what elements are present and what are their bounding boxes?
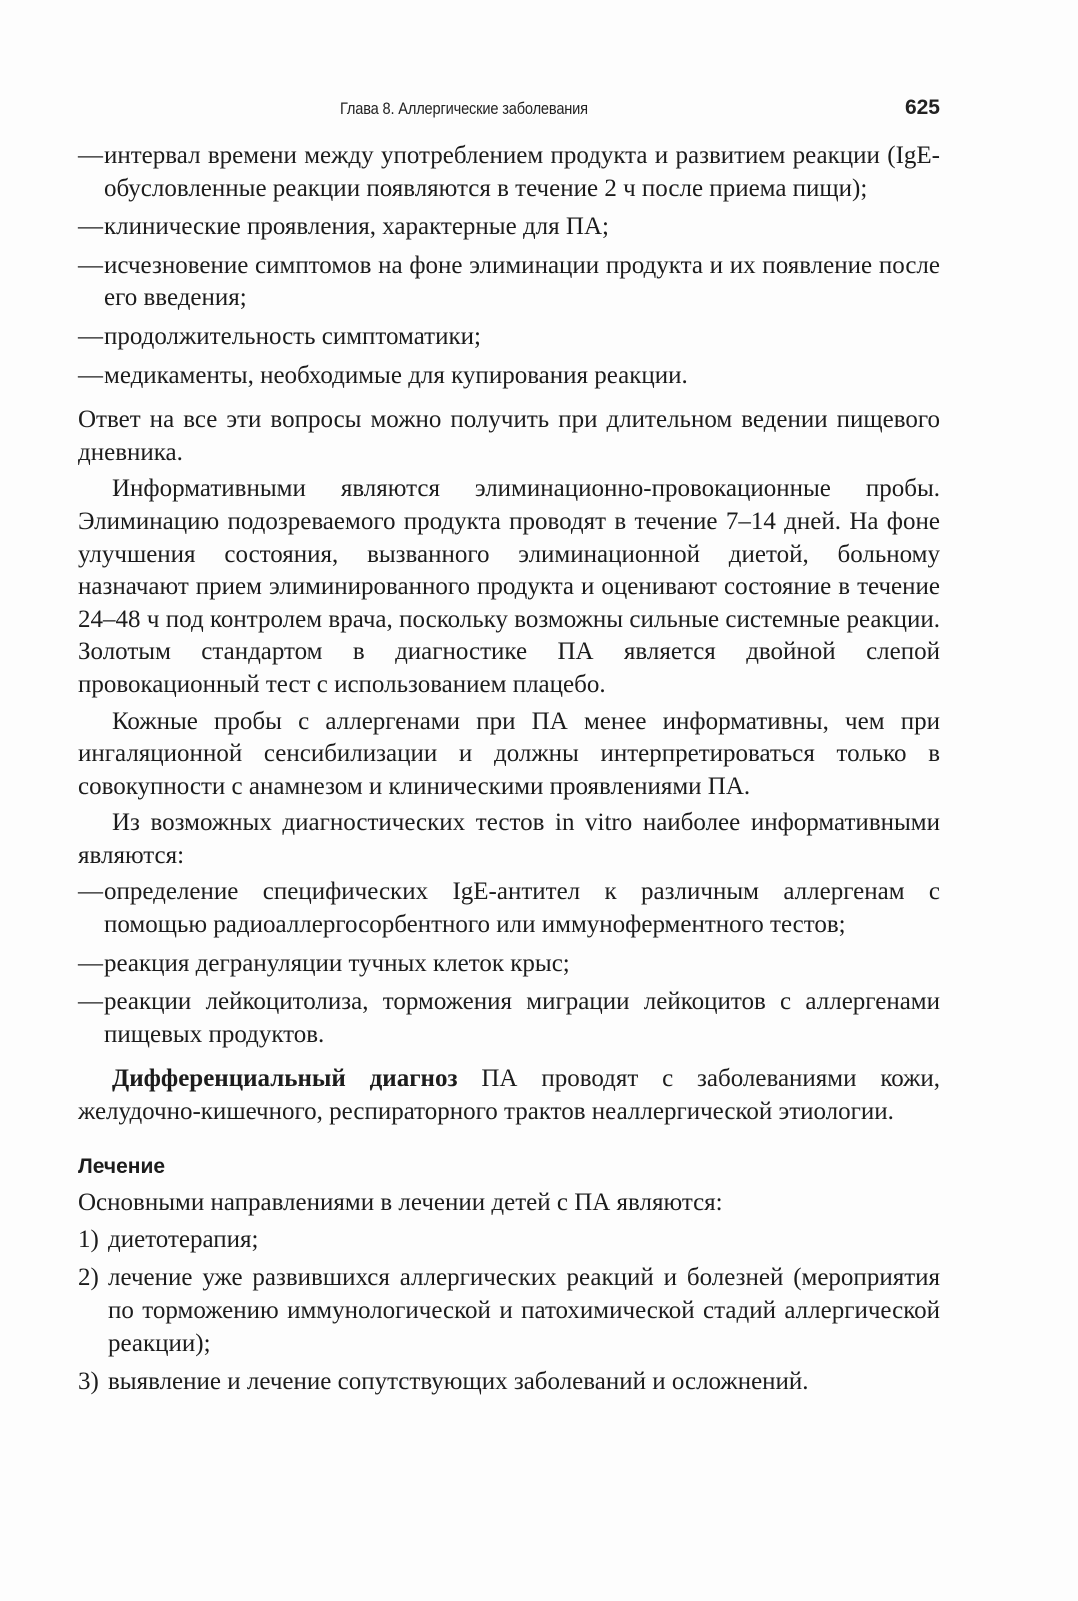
paragraph-treatment-intro: Основными направлениями в лечении детей с ПА являются:: [78, 1189, 723, 1217]
paragraph-food-diary: Ответ на все эти вопросы можно получить при длительном ведении пищевого дневника.: [78, 406, 940, 466]
treatment-list: [78, 1224, 940, 1399]
dash-marker: —: [78, 322, 103, 350]
number-marker: 3): [78, 1368, 99, 1396]
running-header: [78, 96, 940, 130]
numbered-item-text: выявление и лечение сопутствующих заболеваний и осложнений.: [108, 1368, 809, 1396]
list-item: [78, 948, 940, 981]
list-item-text: исчезновение симптомов на фоне элиминации продукта и их появление после его введения;: [104, 251, 940, 312]
paragraph-skin-tests: Кожные пробы с аллергенами при ПА менее информативны, чем при ингаляционной сенсибилизации и должны интерпретироваться только в совокупности с анамнезом и клиническими проявлениями ПА.: [78, 707, 940, 800]
book-page: [78, 96, 940, 1411]
list-item-text: интервал времени между употреблением продукта и развитием реакции (IgE-обусловленные реакции появляются в течение 2 ч после приема пищи);: [104, 142, 940, 202]
list-item: [78, 360, 940, 393]
list-item: [78, 211, 940, 244]
dash-marker: —: [78, 142, 103, 169]
page-number: 625: [904, 96, 940, 119]
dash-marker: —: [78, 949, 103, 977]
list-item-text: реакции лейкоцитолиза, торможения миграции лейкоцитов с аллергенами пищевых продуктов.: [104, 988, 940, 1048]
list-item-text: реакция дегрануляции тучных клеток крыс;: [104, 949, 570, 977]
section-heading-treatment: Лечение: [78, 1154, 166, 1178]
number-marker: 2): [78, 1264, 99, 1292]
list-item: [78, 250, 940, 315]
dash-marker: —: [78, 878, 103, 906]
numbered-item: [78, 1366, 940, 1399]
list-item-text: определение специфических IgE-антител к различным аллергенам с помощью радиоаллергосорбентного или иммуноферментного тестов;: [104, 878, 940, 939]
criteria-list: [78, 140, 940, 392]
paragraph-in-vitro-intro: Из возможных диагностических тестов in vitro наиболее информативными являются:: [78, 809, 940, 869]
paragraph-provocation-tests: Информативными являются элиминационно-провокационные пробы. Элиминацию подозреваемого продукта проводят в течение 7–14 дней. На фоне улучшения состояния, вызванного элиминационной диетой, больному назначают прием элиминированного продукта и оценивают состояние в течение 24–48 ч под контролем врача, поскольку возможны сильные системные реакции. Золотым стандартом в диагностике ПА является двойной слепой провокационный тест с использованием плацебо.: [78, 475, 940, 698]
numbered-item-text: диетотерапия;: [108, 1225, 259, 1253]
list-item: [78, 986, 940, 1051]
dash-marker: —: [78, 213, 103, 241]
paragraph-differential-diagnosis: [78, 1063, 940, 1128]
dash-marker: —: [78, 361, 103, 389]
in-vitro-tests-list: [78, 876, 940, 1051]
differential-text: ПА проводят с заболеваниями кожи, желудочно-кишечного, респираторного трактов неаллергической этиологии.: [78, 1065, 941, 1126]
number-marker: 1): [78, 1225, 99, 1253]
dash-marker: —: [78, 988, 103, 1016]
list-item: [78, 321, 940, 354]
numbered-item-text: лечение уже развившихся аллергических реакций и болезней (мероприятия по торможению иммунологической и патохимической стадий аллергической реакции);: [108, 1264, 940, 1357]
list-item: [78, 876, 940, 941]
list-item-text: медикаменты, необходимые для купирования реакции.: [104, 361, 688, 389]
dash-marker: —: [78, 251, 103, 279]
list-item-text: клинические проявления, характерные для ПА;: [104, 213, 609, 241]
list-item: [78, 140, 940, 205]
chapter-title: Глава 8. Аллергические заболевания: [340, 99, 588, 118]
numbered-item: [78, 1224, 940, 1257]
numbered-item: [78, 1262, 940, 1360]
page-body: [78, 140, 940, 1399]
list-item-text: продолжительность симптоматики;: [104, 322, 481, 350]
differential-term: Дифференциальный диагноз: [112, 1065, 458, 1093]
